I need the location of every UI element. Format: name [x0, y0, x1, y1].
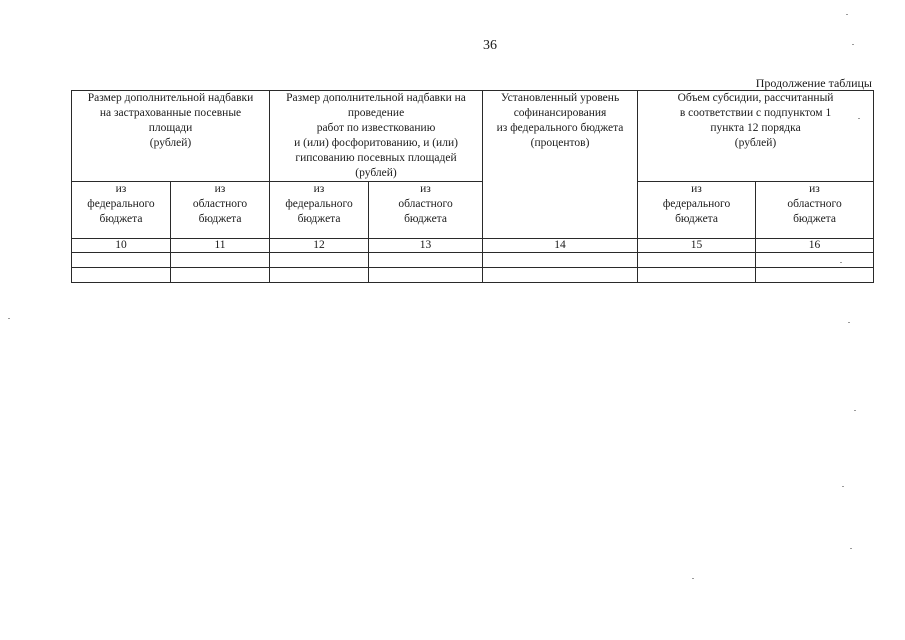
table-cell [756, 267, 874, 282]
scan-speck [846, 14, 848, 15]
table-cell [72, 252, 171, 267]
header-cofinancing-level: Установленный уровень софинансирования из федерального бюджета (процентов) [483, 91, 638, 239]
scan-speck [858, 118, 860, 119]
subheader-federal-budget: из федерального бюджета [638, 181, 756, 238]
header-liming-works: Размер дополнительной надбавки на проведение работ по известкованию и (или) фосфоритованию, и (или) гипсованию посевных площадей (рублей) [270, 91, 483, 182]
table-cell [72, 267, 171, 282]
subheader-regional-budget: из областного бюджета [756, 181, 874, 238]
subheader-federal-budget: из федерального бюджета [72, 181, 171, 238]
scan-speck [854, 410, 856, 411]
table-cell [756, 252, 874, 267]
table-cell [638, 252, 756, 267]
table-subheader-row [72, 181, 874, 238]
header-subsidy-volume: Объем субсидии, рассчитанный в соответствии с подпунктом 1 пункта 12 порядка (рублей) [638, 91, 874, 182]
table-cell [483, 252, 638, 267]
column-number: 11 [171, 238, 270, 252]
column-number: 16 [756, 238, 874, 252]
scan-speck [852, 44, 854, 45]
table-row [72, 252, 874, 267]
header-insured-areas: Размер дополнительной надбавки на застрахованные посевные площади (рублей) [72, 91, 270, 182]
subheader-regional-budget: из областного бюджета [171, 181, 270, 238]
scan-speck [842, 486, 844, 487]
subsidy-table [71, 90, 874, 283]
scan-speck [840, 262, 842, 263]
page-number: 36 [483, 38, 497, 53]
column-number: 15 [638, 238, 756, 252]
scan-speck [848, 322, 850, 323]
subheader-regional-budget: из областного бюджета [369, 181, 483, 238]
table-cell [369, 267, 483, 282]
scan-speck [692, 578, 694, 579]
table-cell [171, 267, 270, 282]
table-continuation-label: Продолжение таблицы [755, 76, 872, 90]
column-number: 13 [369, 238, 483, 252]
table-cell [270, 252, 369, 267]
subheader-federal-budget: из федерального бюджета [270, 181, 369, 238]
table-cell [270, 267, 369, 282]
table-cell [638, 267, 756, 282]
column-number: 12 [270, 238, 369, 252]
scan-speck [850, 548, 852, 549]
table-cell [483, 267, 638, 282]
scan-speck [8, 318, 10, 319]
table-header-row [72, 91, 874, 182]
column-number-row [72, 238, 874, 252]
column-number: 10 [72, 238, 171, 252]
table-row [72, 267, 874, 282]
column-number: 14 [483, 238, 638, 252]
table-cell [171, 252, 270, 267]
table-cell [369, 252, 483, 267]
